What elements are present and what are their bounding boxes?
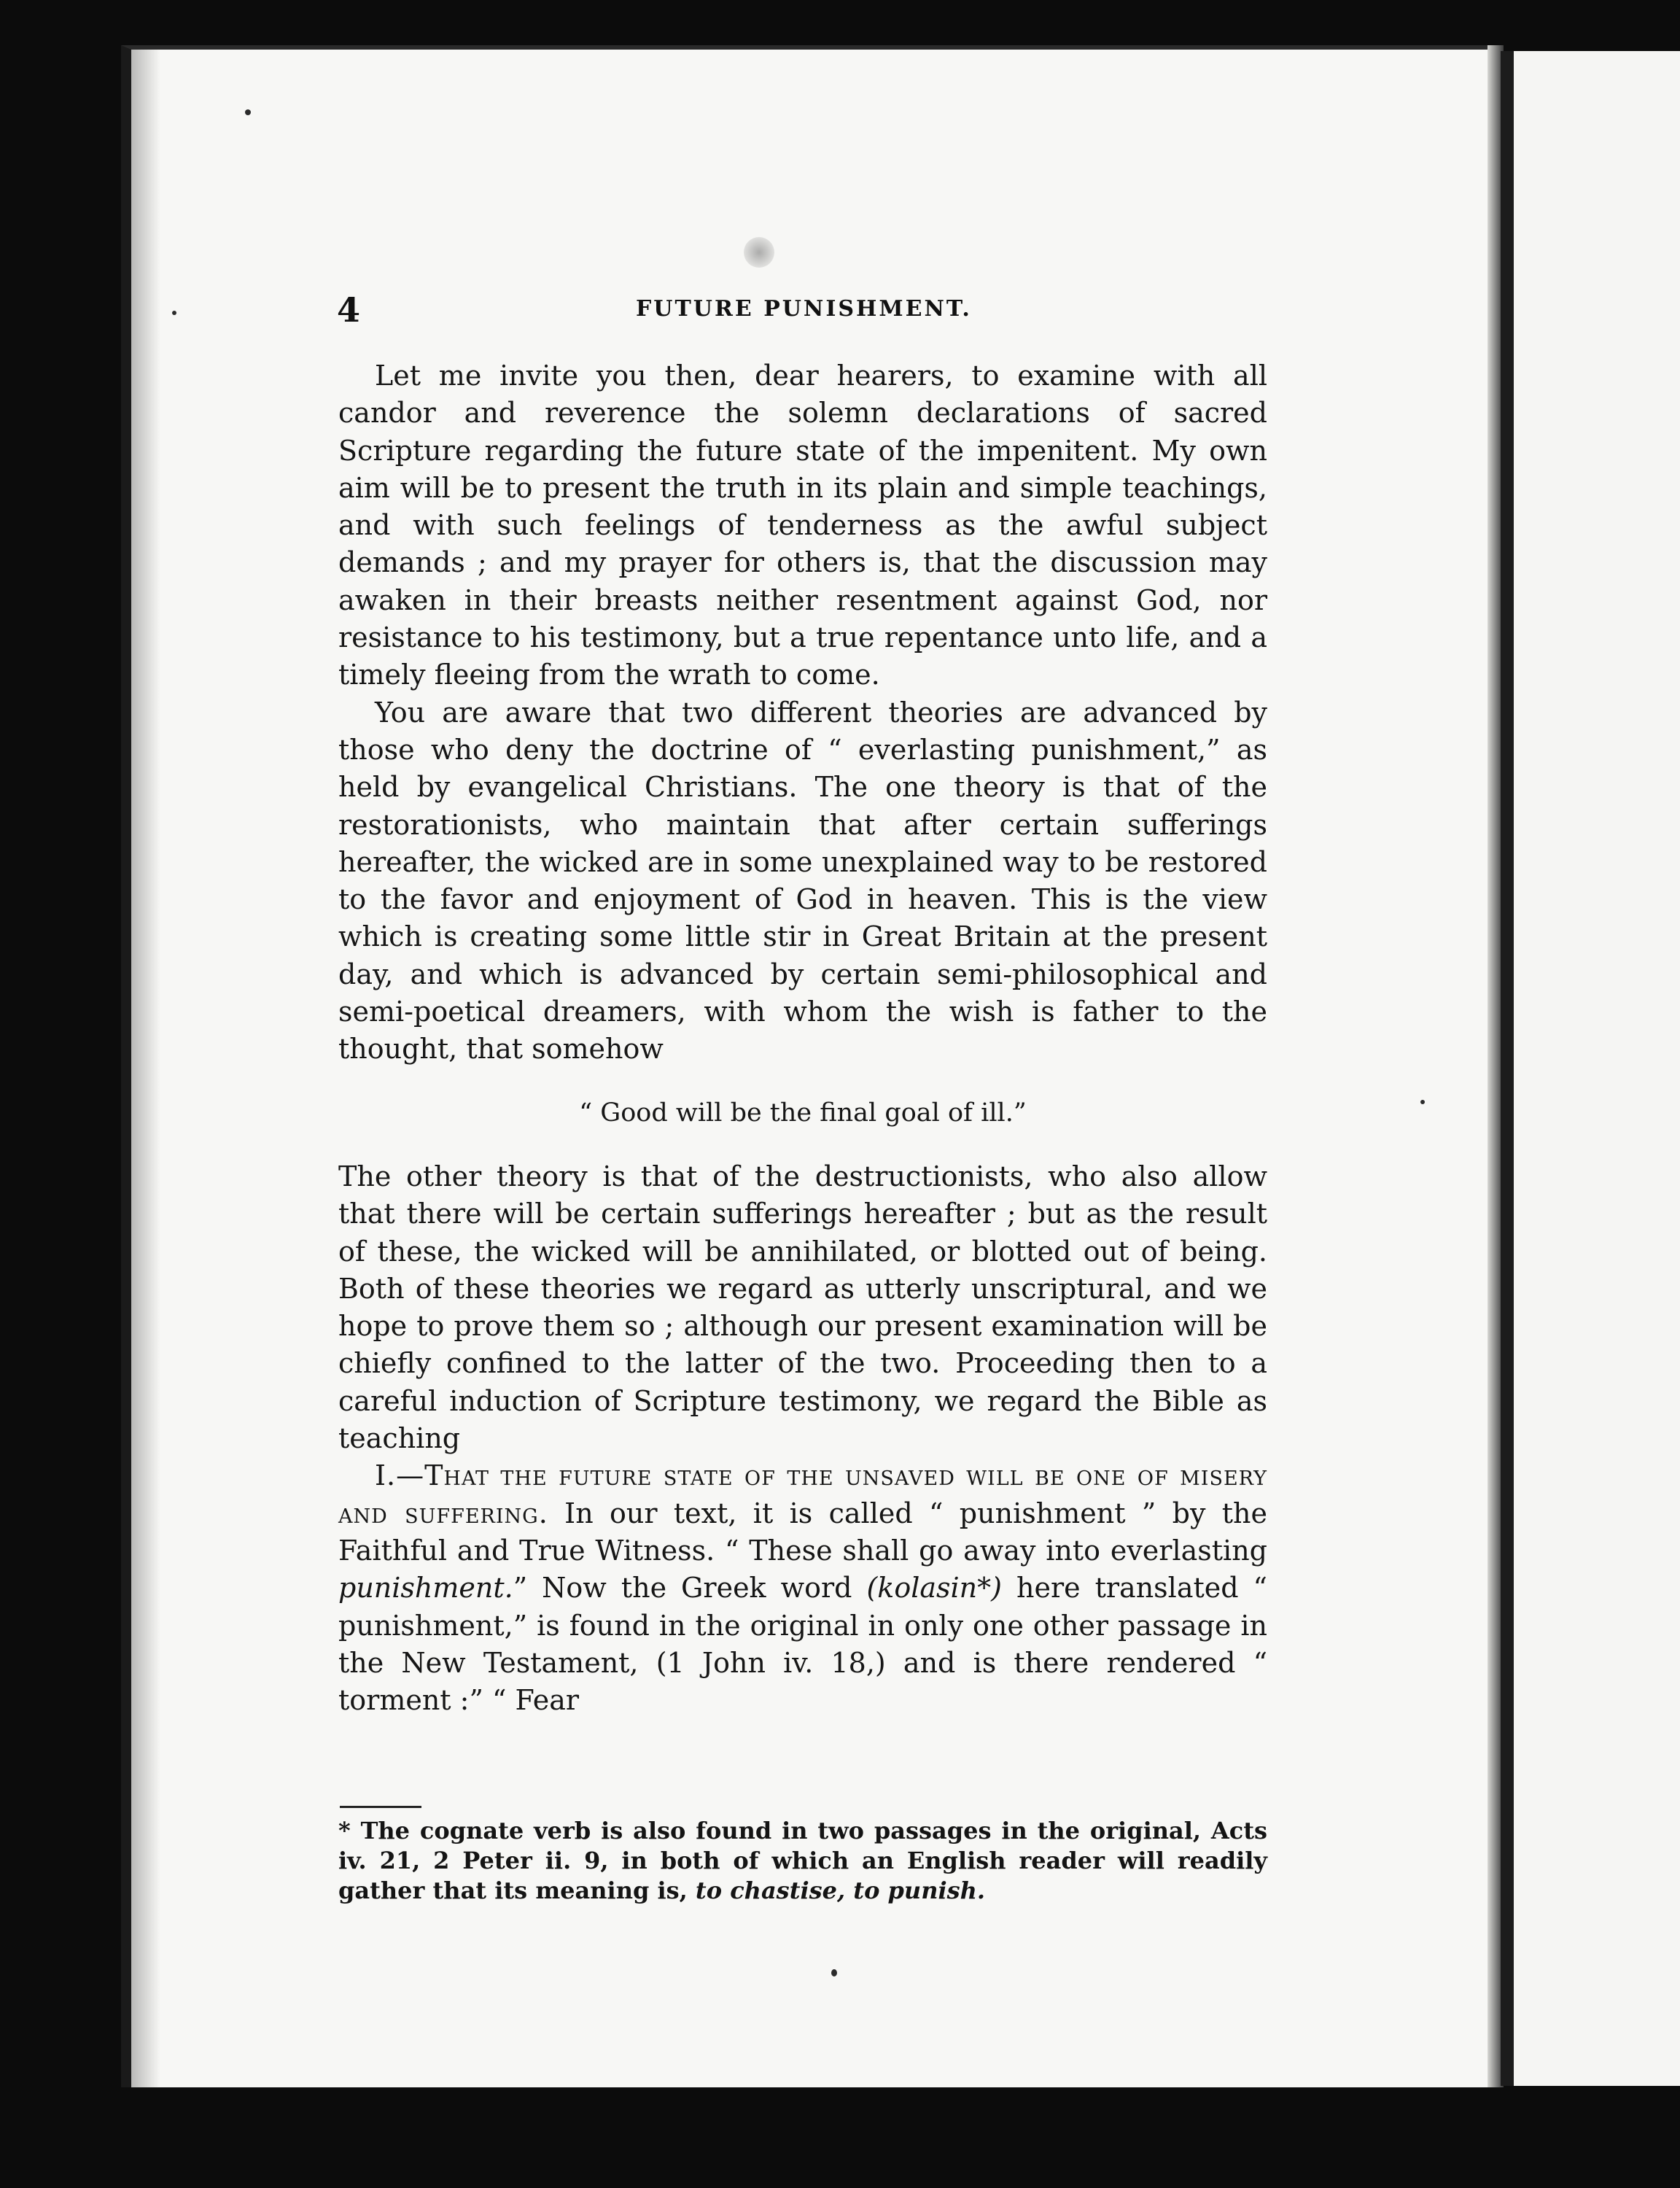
paragraph-4-text-c: here translated “ punishment,” is found in the original in only one other passage in the New Testament, (1 John iv. 18,) and is there rendered “ torment :” “ Fear [338,1572,1267,1717]
paragraph-2: You are aware that two different theories are advanced by those who deny the doctrine of “ everlasting punishment,” as held by evangelical Christians. The one theory is that of the restorationists, who maintain that after certain sufferings hereafter, the wicked are in some unexplained way to be restored to the favor and enjoyment of God in heaven. This is the view which is creating some little stir in Great Britain at the present day, and which is advanced by certain semi-philosophical and semi-poetical dreamers, with whom the wish is father to the thought, that somehow [338,696,1267,1066]
poetic-quote: “ Good will be the final goal of ill.” [579,1098,1027,1128]
paragraph-3: The other theory is that of the destructionists, who also allow that there will be certain sufferings hereafter ; but as the result of these, the wicked will be annihilated, or blotted out of being. Both of these theories we regard as utterly unscriptural, and we hope to prove them so ; although our present examination will be chiefly confined to the latter of the two. Proceeding then to a careful induction of Scripture testimony, we regard the Bible as teaching [338,1160,1267,1455]
body-text [338,357,1267,1719]
paragraph-4 [338,1457,1267,1719]
facing-page-edge [1501,51,1680,2086]
footnote-italic: to chastise, to punish. [695,1877,986,1904]
footnote-text: * The cognate verb is also found in two passages in the original, Acts iv. 21, 2 Peter ii. 9, in both of which an English reader will readily gather that its meaning is, [338,1817,1267,1904]
dust-speck [172,311,176,315]
page-gutter-shadow [131,50,160,2087]
dust-speck [831,1969,837,1976]
footnote [338,1816,1267,1906]
dust-speck [245,109,251,115]
dust-speck [1420,1100,1425,1104]
paragraph-1: Let me invite you then, dear hearers, to examine with all candor and reverence the solemn declarations of sacred Scripture regarding the future state of the impenitent. My own aim will be to present the truth in its plain and simple teachings, and with such feelings of tenderness as the awful subject demands ; and my prayer for others is, that the discussion may awaken in their breasts neither resentment against God, nor resistance to his testimony, but a true repentance unto life, and a timely fleeing from the wrath to come. [338,360,1267,691]
page-header [337,290,1270,334]
footnote-rule [340,1806,421,1808]
page-number: 4 [337,290,361,330]
section-heading: I.—That the future state of the unsaved will be one of misery and suffering. [338,1459,1267,1529]
punishment-italic: punishment. [338,1572,513,1605]
paragraph-4-text-a: In our text, it is called “ punishment ” by the Faithful and True Witness. “ These shall go away into everlasting [338,1497,1267,1567]
ink-smudge [744,237,774,268]
running-title: FUTURE PUNISHMENT. [636,296,972,322]
paragraph-4-text-b: ” Now the Greek word [513,1572,867,1605]
kolasin-italic: (kolasin*) [866,1572,1002,1605]
